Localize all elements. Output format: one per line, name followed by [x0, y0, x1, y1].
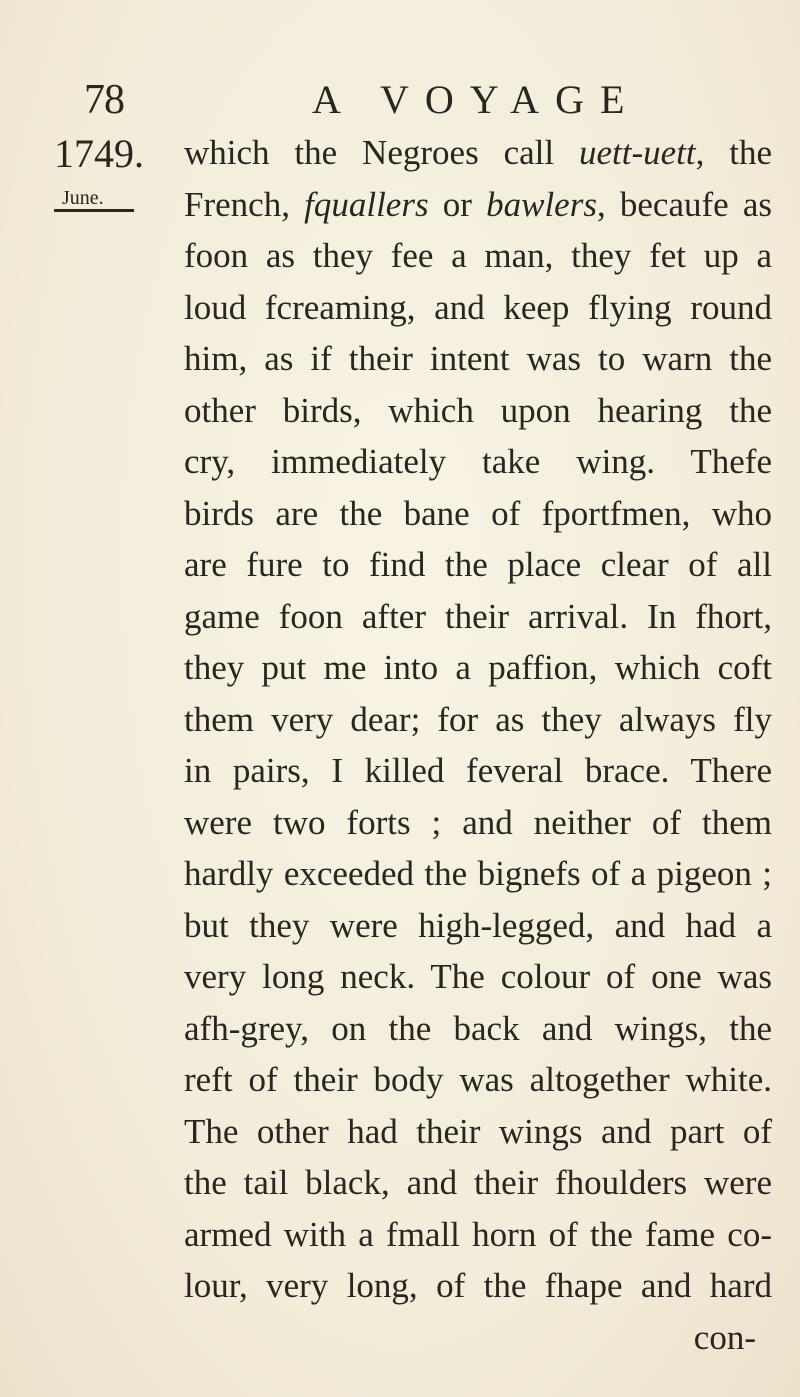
text-line: French, fquallers or bawlers, becaufe as	[184, 184, 773, 224]
catchword: con-	[693, 1317, 756, 1357]
text-line: reft of their body was altogether white.	[184, 1060, 772, 1099]
text-line: them very dear; for as they always fly	[184, 699, 772, 739]
text-line: were two forts ; and neither of them	[184, 802, 772, 842]
text-line: loud fcreaming, and keep flying round	[184, 287, 772, 327]
text-line: him, as if their intent was to warn the	[184, 339, 772, 378]
page-number: 78	[84, 77, 124, 123]
text-line: in pairs, I killed feveral brace. There	[184, 751, 772, 790]
text-line: foon as they fee a man, they fet up a	[184, 236, 772, 275]
margin-month: June.	[62, 187, 104, 209]
text-line: other birds, which upon hearing the	[184, 390, 772, 430]
text-line: are fure to find the place clear of all	[184, 545, 772, 584]
text-line: very long neck. The colour of one was	[184, 957, 772, 996]
text-line: cry, immediately take wing. Thefe	[184, 442, 772, 481]
margin-year: 1749.	[54, 131, 144, 176]
page-header	[84, 76, 644, 126]
text-line: the tail black, and their fhoulders were	[184, 1163, 772, 1202]
text-line: they put me into a paffion, which coft	[184, 648, 772, 687]
text-line: The other had their wings and part of	[184, 1111, 772, 1151]
text-line: armed with a fmall horn of the fame co-	[184, 1214, 772, 1254]
body-text	[184, 127, 772, 1363]
text-line: hardly exceeded the bignefs of a pigeon ;	[184, 854, 772, 893]
text-line: lour, very long, of the fhape and hard	[184, 1266, 772, 1305]
text-line: game foon after their arrival. In fhort,	[184, 596, 772, 636]
text-line: which the Negroes call uett-uett, the	[184, 133, 773, 172]
text-line: birds are the bane of fportfmen, who	[184, 493, 772, 533]
margin-rule	[54, 209, 134, 212]
text-line: but they were high-legged, and had a	[184, 905, 772, 945]
running-head: A VOYAGE	[312, 77, 641, 122]
text-line: afh-grey, on the back and wings, the	[184, 1008, 772, 1048]
